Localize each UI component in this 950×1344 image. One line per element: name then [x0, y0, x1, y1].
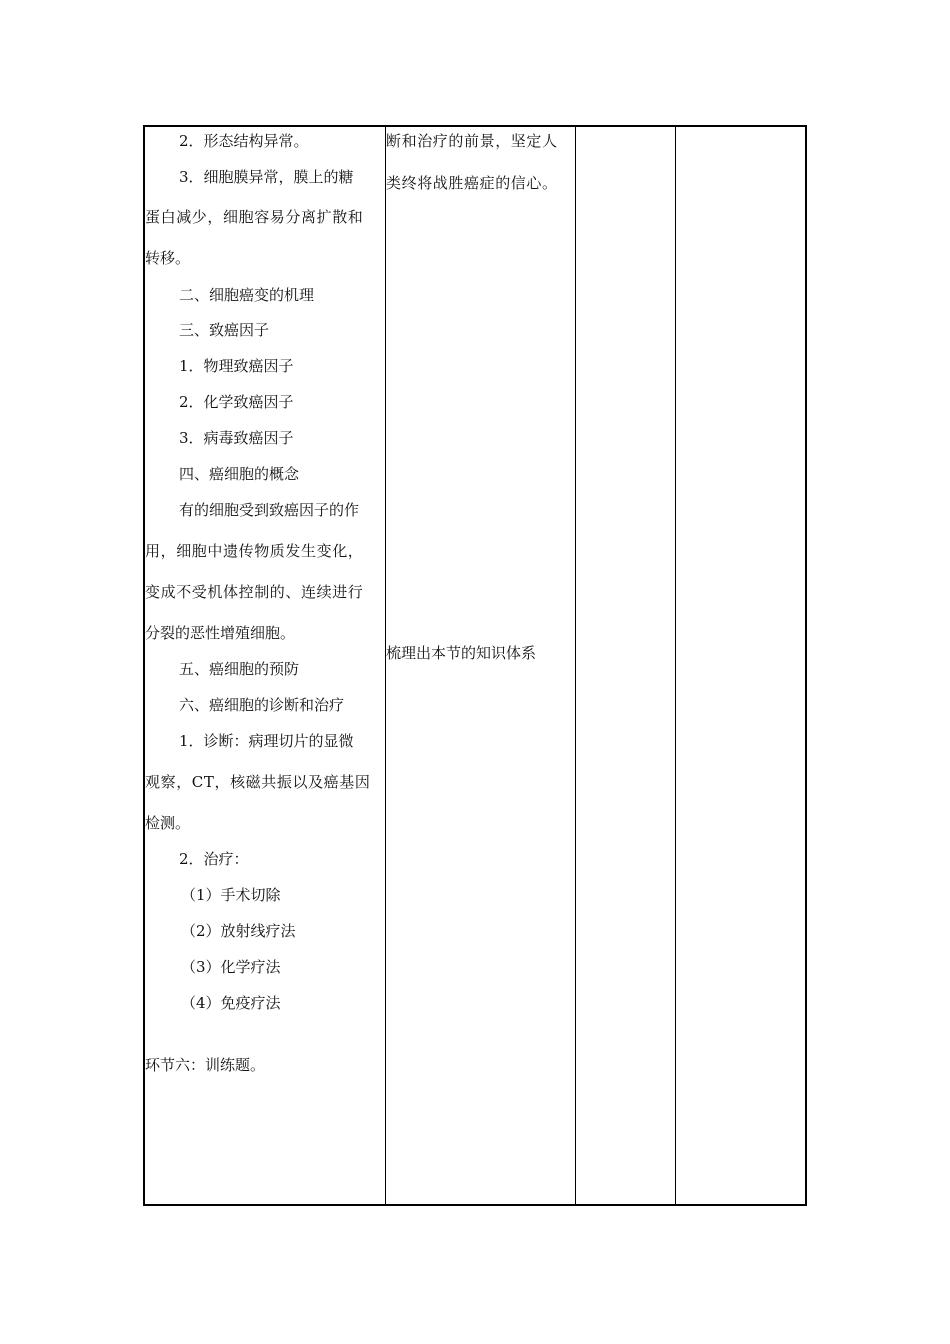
text-line: 五、癌细胞的预防	[179, 660, 300, 678]
text-line: 1．诊断：病理切片的显微	[179, 732, 354, 750]
column-divider	[385, 127, 386, 1204]
text-line: 分裂的恶性增殖细胞。	[145, 624, 296, 642]
text-line: 环节六：训练题。	[145, 1056, 266, 1074]
text-line: 检测。	[145, 814, 191, 832]
text-line: 2．化学致癌因子	[179, 393, 294, 411]
text-line: 转移。	[145, 249, 191, 267]
text-line: 断和治疗的前景，坚定人	[386, 132, 558, 150]
text-line: 四、癌细胞的概念	[179, 465, 300, 483]
text-line: 类终将战胜癌症的信心。	[386, 174, 558, 192]
column-divider	[575, 127, 576, 1204]
text-line: （1）手术切除	[181, 886, 281, 904]
text-line: （2）放射线疗法	[181, 922, 296, 940]
text-line: 3．病毒致癌因子	[179, 429, 294, 447]
text-line: 有的细胞受到致癌因子的作	[179, 501, 360, 519]
text-line: 1．物理致癌因子	[179, 357, 294, 375]
column-divider	[675, 127, 676, 1204]
text-line: 三、致癌因子	[179, 321, 270, 339]
text-line: 用，细胞中遗传物质发生变化，	[145, 542, 364, 560]
text-line: 观察，CT，核磁共振以及癌基因	[145, 773, 371, 791]
text-line: 二、细胞癌变的机理	[179, 286, 315, 304]
text-line: 变成不受机体控制的、连续进行	[145, 583, 364, 601]
text-line: （3）化学疗法	[181, 958, 281, 976]
lesson-plan-table	[143, 125, 807, 1206]
text-line: 梳理出本节的知识体系	[386, 644, 537, 662]
text-line: 3．细胞膜异常，膜上的糖	[179, 168, 354, 186]
text-line: 蛋白减少，细胞容易分离扩散和	[145, 208, 364, 226]
text-line: 2．形态结构异常。	[179, 132, 309, 150]
text-line: （4）免疫疗法	[181, 994, 281, 1012]
text-line: 六、癌细胞的诊断和治疗	[179, 696, 345, 714]
text-line: 2．治疗：	[179, 850, 249, 868]
